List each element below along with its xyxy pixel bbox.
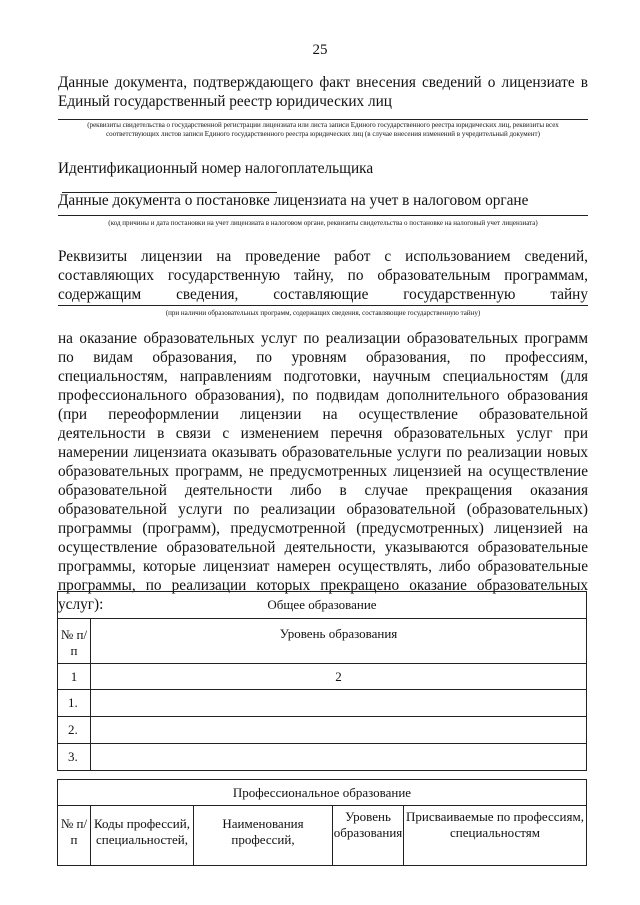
prof-table-title: Профессиональное образование — [58, 780, 587, 806]
secret-label-line2: составляющих государственную тайну, по образовательным программам, — [58, 267, 588, 284]
general-row-number: 2. — [58, 717, 91, 744]
secret-label-line3: содержащим сведения, составляющие государственную тайну — [58, 286, 588, 303]
prof-col-level: Уровень образования — [333, 806, 404, 866]
egrul-label-line1: Данные документа, подтверждающего факт внесения сведений о лицензиате в — [58, 74, 588, 91]
general-row-cell[interactable] — [91, 717, 587, 744]
general-row-number: 1. — [58, 690, 91, 717]
general-table-title: Общее образование — [58, 592, 587, 619]
general-row-cell[interactable] — [91, 690, 587, 717]
egrul-caption-line2: соответствующих листов записи Единого государственного реестра юридических лиц (в случае внесения изменений в учредительный документ) — [106, 130, 540, 138]
secret-label — [58, 247, 588, 304]
egrul-caption — [58, 121, 588, 139]
egrul-label-line2: Единый государственный реестр юридических лиц — [58, 93, 392, 110]
tax-fill-line[interactable] — [58, 215, 588, 216]
secret-label-line1: Реквизиты лицензии на проведение работ с использованием сведений, — [58, 248, 588, 265]
tax-caption: (код причины и дата постановки на учет лицензиата в налоговом органе, реквизиты свидетельства о постановке на налоговый учет лицензиата) — [108, 219, 538, 227]
prof-col-num: № п/п — [58, 806, 91, 866]
tax-label: Данные документа о постановке лицензиата на учет в налоговом органе — [58, 192, 529, 209]
general-education-table — [57, 591, 587, 771]
egrul-caption-line1: (реквизиты свидетельства о государственной регистрации лицензиата или листа записи Единого государственного реестра юридических лиц, реквизиты всех — [87, 121, 559, 129]
inn-label: Идентификационный номер налогоплательщика — [58, 160, 374, 177]
professional-education-table — [57, 779, 587, 866]
general-index-1: 1 — [58, 664, 91, 690]
general-col-num: № п/п — [58, 619, 91, 664]
general-row-number: 3. — [58, 744, 91, 771]
general-index-2: 2 — [91, 664, 587, 690]
prof-col-codes: Коды профессий, специальностей, — [91, 806, 194, 866]
egrul-fill-line[interactable] — [58, 119, 588, 120]
prof-col-qualification: Присваиваемые по профессиям, специальностям — [404, 806, 587, 866]
secret-caption: (при наличии образовательных программ, содержащих сведения, составляющие государственную тайну) — [165, 309, 481, 317]
body-text: на оказание образовательных услуг по реализации образовательных программ по видам образования, по уровням образования, по профессиям, специальностям, направлениям подготовки, научным специальностям (для профессионального образования), по подвидам дополнительного образования (при переоформлении лицензии на осуществление образовательной деятельности в связи с изменением перечня образовательных услуг при намерении лицензиата оказывать образовательные услуги по реализации новых образовательных программ, не предусмотренных лицензией на осуществление образовательной деятельности либо в случае прекращения оказания образовательной услуги по реализации образовательной (образовательных) программы (программ), предусмотренной (предусмотренных) лицензией на осуществление образовательной деятельности, указываются образовательные программы, которые лицензиат намерен осуществлять, либо образовательные программы, по реализации которых прекращено оказание образовательных услуг): — [58, 330, 588, 613]
general-row-cell[interactable] — [91, 744, 587, 771]
page-number: 25 — [312, 42, 328, 58]
secret-fill-line[interactable] — [58, 305, 588, 306]
general-col-level: Уровень образования — [91, 619, 587, 664]
prof-col-names: Наименования профессий, — [194, 806, 333, 866]
egrul-label — [58, 73, 588, 111]
